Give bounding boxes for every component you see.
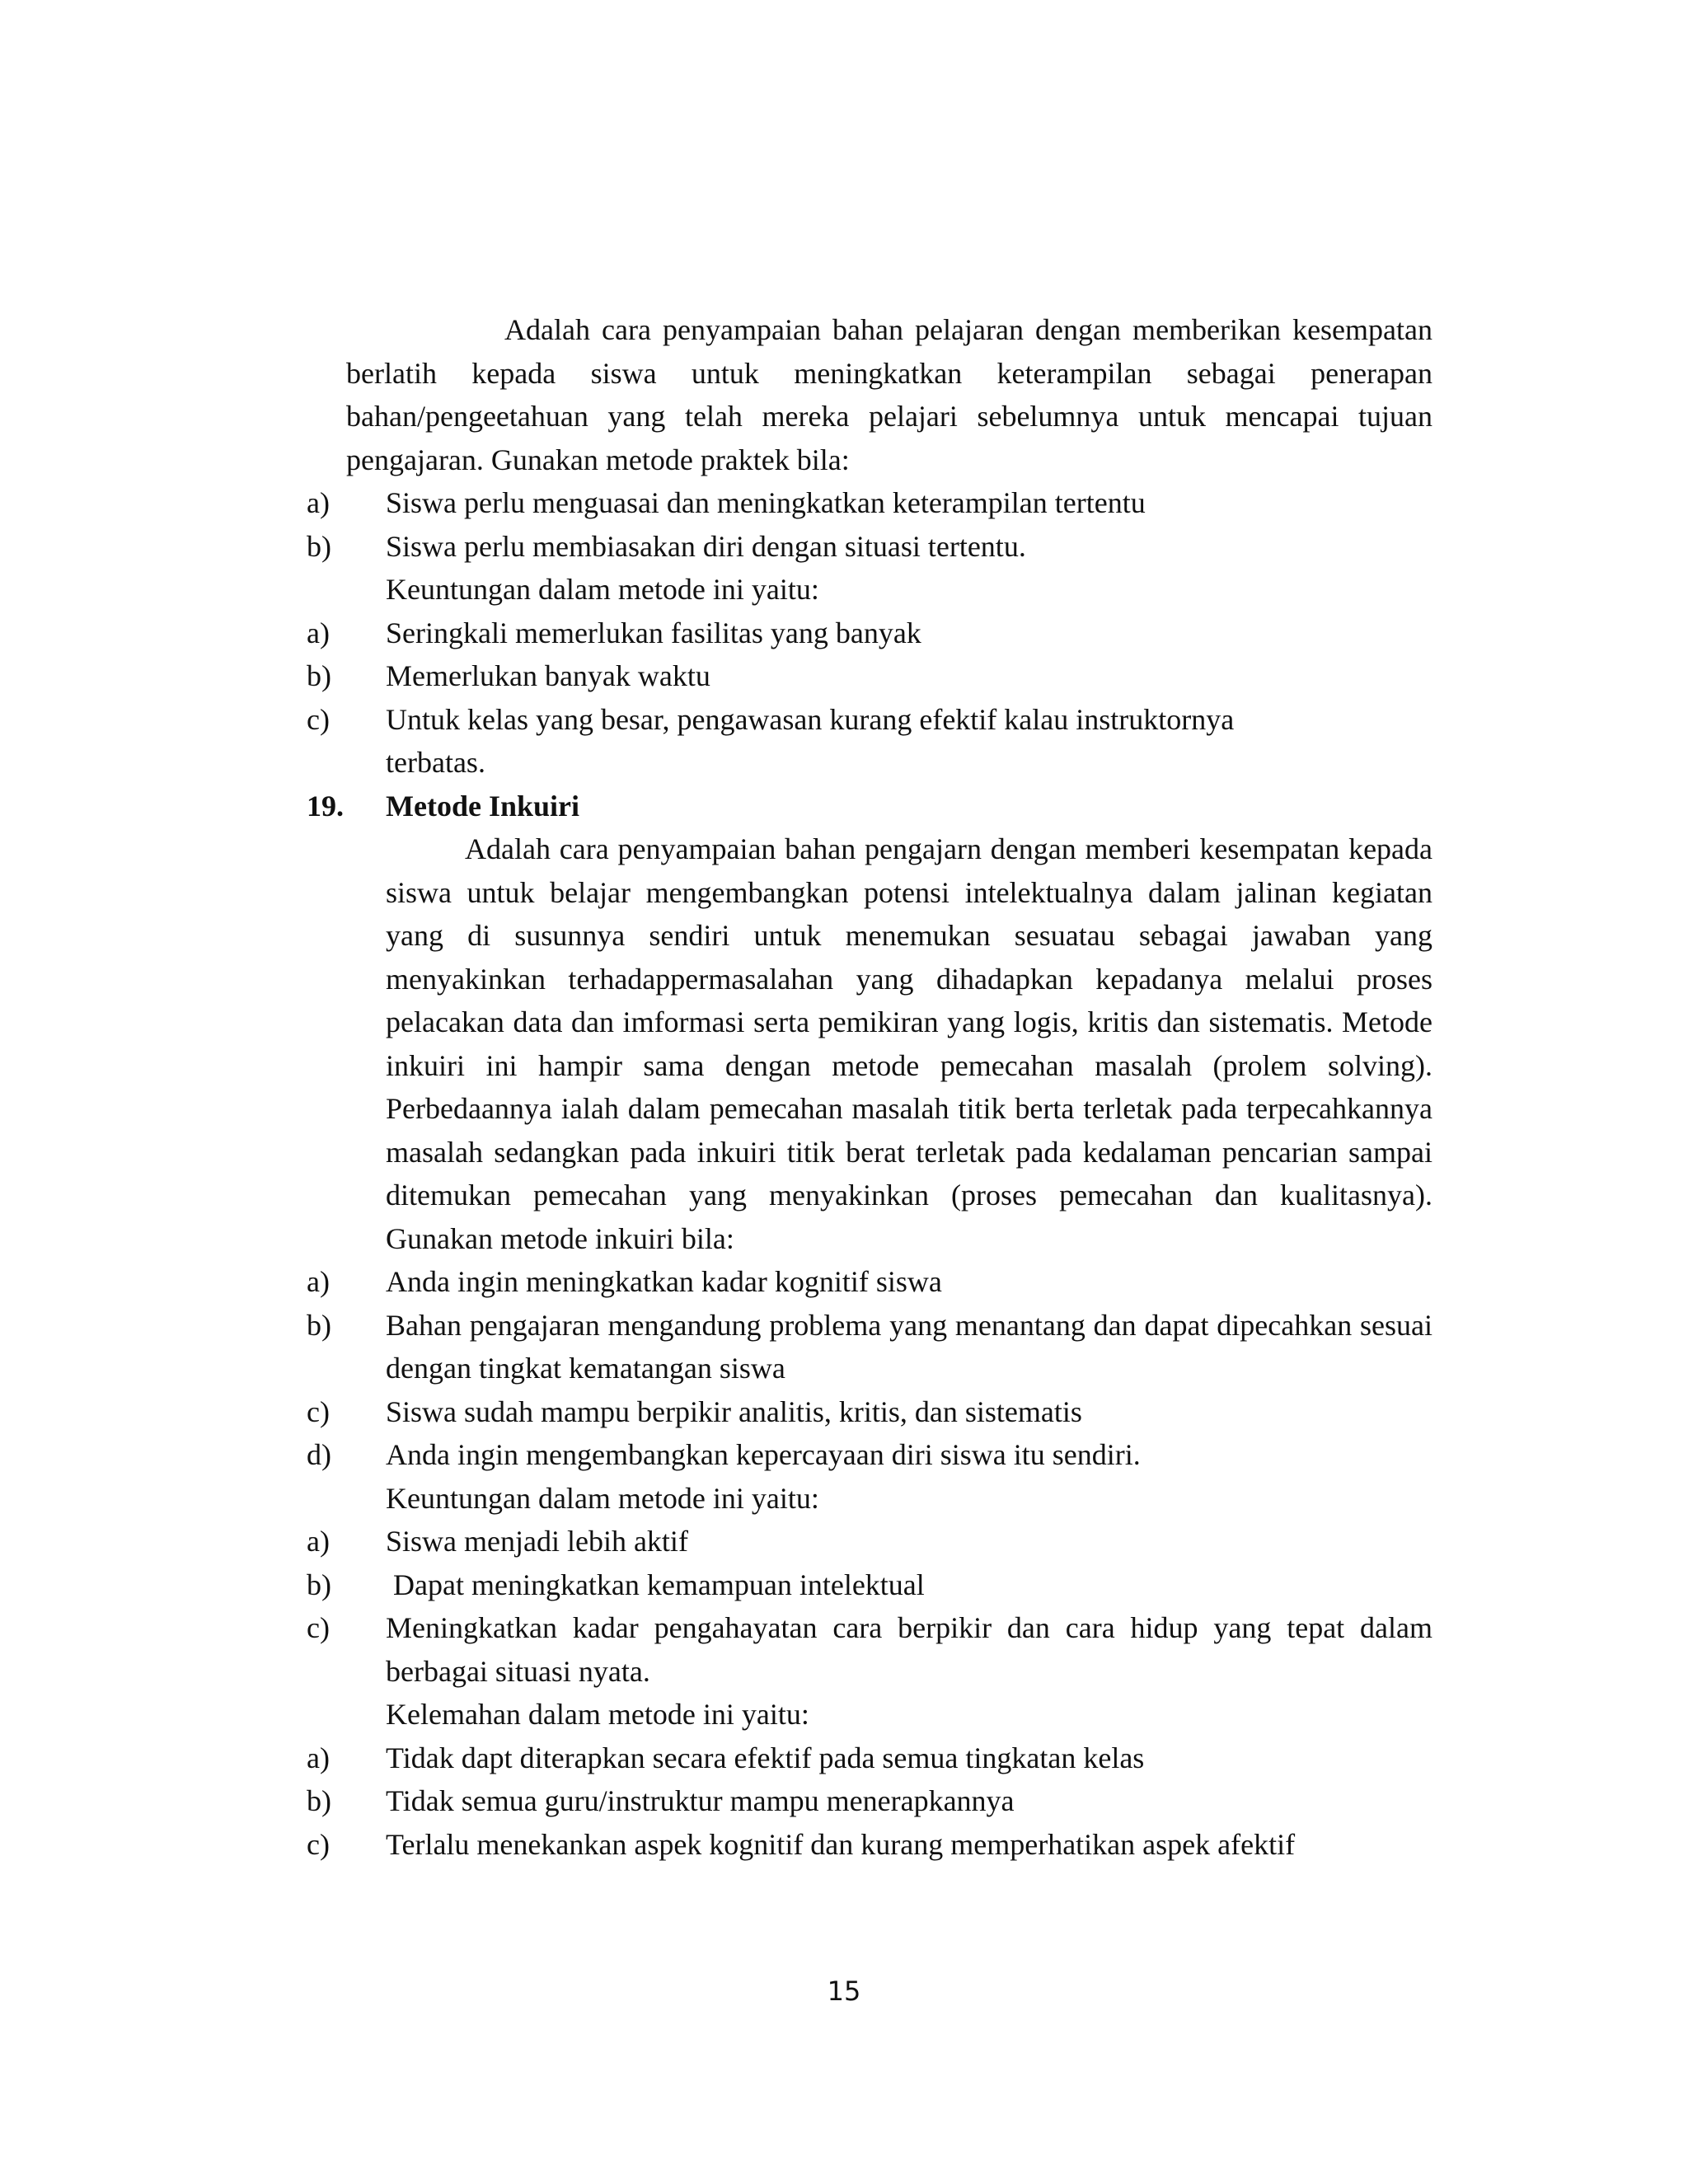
list-item xyxy=(307,1736,1432,1780)
page-content xyxy=(307,308,1432,1866)
list-item-text: Terlalu menekankan aspek kognitif dan kurang memperhatikan aspek afektif xyxy=(386,1827,1296,1861)
list-item-text: Meningkatkan kadar pengahayatan cara berpikir dan cara hidup yang tepat dalam berbagai situasi nyata. xyxy=(386,1611,1432,1688)
list-item-text: Siswa sudah mampu berpikir analitis, kritis, dan sistematis xyxy=(386,1394,1082,1428)
section-number: 19. xyxy=(307,789,344,823)
list-marker: b) xyxy=(307,1568,331,1601)
list-item xyxy=(307,1433,1432,1477)
list-item-text: Seringkali memerlukan fasilitas yang banyak xyxy=(386,616,921,649)
section-title: Metode Inkuiri xyxy=(386,789,580,823)
list-item xyxy=(307,1563,1432,1607)
list-item xyxy=(307,1390,1432,1434)
list-item xyxy=(307,481,1432,525)
list-item-text: Tidak dapt diterapkan secara efektif pada semua tingkatan kelas xyxy=(386,1741,1145,1774)
list-marker: a) xyxy=(307,1741,330,1774)
intro-paragraph: Adalah cara penyampaian bahan pelajaran dengan memberikan kesempatan berlatih kepada siswa untuk meningkatkan keterampilan sebagai penerapan bahan/pengeetahuan yang telah mereka pelajari sebelumnya untuk mencapai tujuan pengajaran. Gunakan metode praktek bila: xyxy=(346,313,1432,476)
list-marker: b) xyxy=(307,529,331,563)
list-item xyxy=(307,612,1432,655)
list-marker: a) xyxy=(307,486,330,519)
list-marker: c) xyxy=(307,702,330,736)
inkuiri-weaknesses-list xyxy=(307,1736,1432,1867)
list-item xyxy=(307,1779,1432,1823)
praktek-advantages-list xyxy=(307,612,1432,785)
list-item xyxy=(307,1606,1432,1693)
section-heading xyxy=(307,785,1432,828)
list-item xyxy=(307,525,1432,569)
list-item-text: Dapat meningkatkan kemampuan intelektual xyxy=(386,1568,925,1601)
list-item xyxy=(307,1823,1432,1867)
page-number: 15 xyxy=(827,1975,861,2007)
list-item-text: Bahan pengajaran mengandung problema yang menantang dan dapat dipecahkan sesuai dengan tingkat kematangan siswa xyxy=(386,1308,1432,1385)
list-marker: c) xyxy=(307,1611,330,1644)
praktek-conditions-list xyxy=(307,481,1432,568)
inkuiri-weaknesses-heading: Kelemahan dalam metode ini yaitu: xyxy=(386,1698,809,1731)
list-item-text: Anda ingin mengembangkan kepercayaan diri siswa itu sendiri. xyxy=(386,1438,1141,1471)
list-marker: c) xyxy=(307,1394,330,1428)
list-item xyxy=(307,1304,1432,1390)
inkuiri-conditions-list xyxy=(307,1260,1432,1477)
list-item-text: Siswa perlu menguasai dan meningkatkan keterampilan tertentu xyxy=(386,486,1146,519)
list-item-text: Siswa menjadi lebih aktif xyxy=(386,1525,688,1558)
inkuiri-advantages-heading: Keuntungan dalam metode ini yaitu: xyxy=(386,1481,819,1515)
list-item-text: Siswa perlu membiasakan diri dengan situasi tertentu. xyxy=(386,529,1026,563)
list-marker: b) xyxy=(307,1784,331,1817)
list-item-text: Memerlukan banyak waktu xyxy=(386,659,710,692)
inkuiri-advantages-list xyxy=(307,1520,1432,1693)
list-marker: d) xyxy=(307,1438,331,1471)
list-marker: a) xyxy=(307,1525,330,1558)
list-marker: b) xyxy=(307,1308,331,1342)
list-marker: a) xyxy=(307,616,330,649)
list-item xyxy=(307,1520,1432,1563)
list-item xyxy=(307,654,1432,698)
list-item-text: Anda ingin meningkatkan kadar kognitif siswa xyxy=(386,1265,942,1298)
list-item xyxy=(307,1260,1432,1304)
praktek-advantages-heading: Keuntungan dalam metode ini yaitu: xyxy=(386,573,819,606)
list-marker: c) xyxy=(307,1827,330,1861)
list-item-text: Untuk kelas yang besar, pengawasan kurang efektif kalau instruktornya terbatas. xyxy=(386,702,1235,779)
list-item xyxy=(307,698,1432,785)
list-marker: a) xyxy=(307,1265,330,1298)
section-paragraph: Adalah cara penyampaian bahan pengajarn dengan memberi kesempatan kepada siswa untuk belajar mengembangkan potensi intelektualnya dalam jalinan kegiatan yang di susunnya sendiri untuk menemukan sesuatau sebagai jawaban yang menyakinkan terhadappermasalahan yang dihadapkan kepadanya melalui proses pelacakan data dan imformasi serta pemikiran yang logis, kritis dan sistematis. Metode inkuiri ini hampir sama dengan metode pemecahan masalah (prolem solving). Perbedaannya ialah dalam pemecahan masalah titik berta terletak pada terpecahkannya masalah sedangkan pada inkuiri titik berat terletak pada kedalaman pencarian sampai ditemukan pemecahan yang menyakinkan (proses pemecahan dan kualitasnya). Gunakan metode inkuiri bila: xyxy=(386,832,1432,1255)
list-marker: b) xyxy=(307,659,331,692)
list-item-text: Tidak semua guru/instruktur mampu menerapkannya xyxy=(386,1784,1015,1817)
